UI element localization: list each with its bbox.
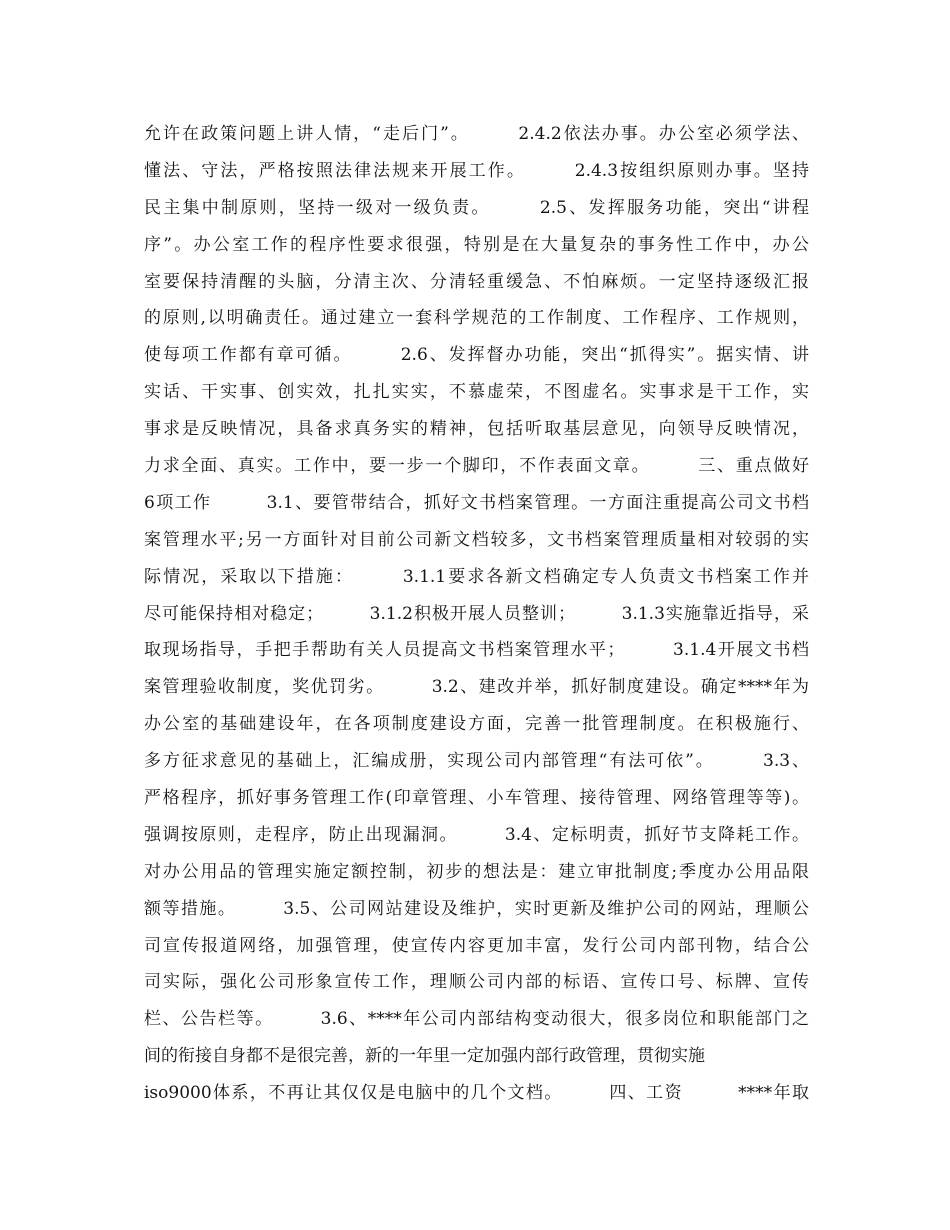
text-line: 事求是反映情况，具备求真务实的精神，包括听取基层意见，向领导反映情况，: [144, 419, 809, 440]
text-line: 办公室的基础建设年，在各项制度建设方面，完善一批管理制度。在积极施行、: [144, 714, 809, 735]
text-line: 允许在政策问题上讲人情，“走后门”。 2.4.2依法办事。办公室必须学法、: [144, 124, 809, 144]
text-line: 案管理水平;另一方面针对目前公司新文档较多，文书档案管理质量相对较弱的实: [144, 529, 809, 550]
text-line: 栏、公告栏等。 3.6、****年公司内部结构变动很大，很多岗位和职能部门之: [144, 1009, 809, 1030]
text-line: 对办公用品的管理实施定额控制，初步的想法是：建立审批制度;季度办公用品限: [144, 861, 809, 882]
text-line: 严格程序，抓好事务管理工作(印章管理、小车管理、接待管理、网络管理等等)。: [144, 788, 809, 809]
text-line: 多方征求意见的基础上，汇编成册，实现公司内部管理“有法可依”。 3.3、: [144, 751, 809, 772]
text-line: 强调按原则，走程序，防止出现漏洞。 3.4、定标明责，抓好节支降耗工作。: [144, 824, 809, 845]
text-line: 6项工作 3.1、要管带结合，抓好文书档案管理。一方面注重提高公司文书档: [144, 492, 809, 513]
text-line: 的原则,以明确责任。通过建立一套科学规范的工作制度、工作程序、工作规则，: [144, 308, 809, 329]
text-line: 案管理验收制度，奖优罚劣。 3.2、建改并举，抓好制度建设。确定****年为: [144, 677, 809, 698]
text-line: 民主集中制原则，坚持一级对一级负责。 2.5、发挥服务功能，突出“讲程: [144, 197, 809, 218]
text-line: 司宣传报道网络，加强管理，使宣传内容更加丰富，发行公司内部刊物，结合公: [144, 935, 809, 956]
text-line: 懂法、守法，严格按照法律法规来开展工作。 2.4.3按组织原则办事。坚持: [144, 160, 809, 181]
text-line: 额等措施。 3.5、公司网站建设及维护，实时更新及维护公司的网站，理顺公: [144, 898, 809, 919]
text-line: 力求全面、真实。工作中，要一步一个脚印，不作表面文章。 三、重点做好: [144, 456, 809, 477]
text-line: 实话、干实事、创实效，扎扎实实，不慕虚荣，不图虚名。实事求是干工作，实: [144, 382, 809, 403]
text-line: 尽可能保持相对稳定； 3.1.2积极开展人员整训； 3.1.3实施靠近指导，采: [144, 603, 809, 624]
text-line: 使每项工作都有章可循。 2.6、发挥督办功能，突出“抓得实”。据实情、讲: [144, 345, 809, 366]
text-line: 序”。办公室工作的程序性要求很强，特别是在大量复杂的事务性工作中，办公: [144, 234, 809, 255]
body-text: [144, 116, 809, 1112]
text-line: 间的衔接自身都不是很完善，新的一年里一定加强内部行政管理，贯彻实施: [144, 1046, 705, 1067]
text-line: 取现场指导，手把手帮助有关人员提高文书档案管理水平； 3.1.4开展文书档: [144, 640, 809, 661]
text-line: 际情况，采取以下措施： 3.1.1要求各新文档确定专人负责文书档案工作并: [144, 566, 809, 587]
text-line: iso9000体系，不再让其仅仅是电脑中的几个文档。 四、工资 ****年取: [144, 1083, 809, 1104]
text-line: 司实际，强化公司形象宣传工作，理顺公司内部的标语、宣传口号、标牌、宣传: [144, 972, 809, 993]
text-line: 室要保持清醒的头脑，分清主次、分清轻重缓急、不怕麻烦。一定坚持逐级汇报: [144, 271, 809, 292]
